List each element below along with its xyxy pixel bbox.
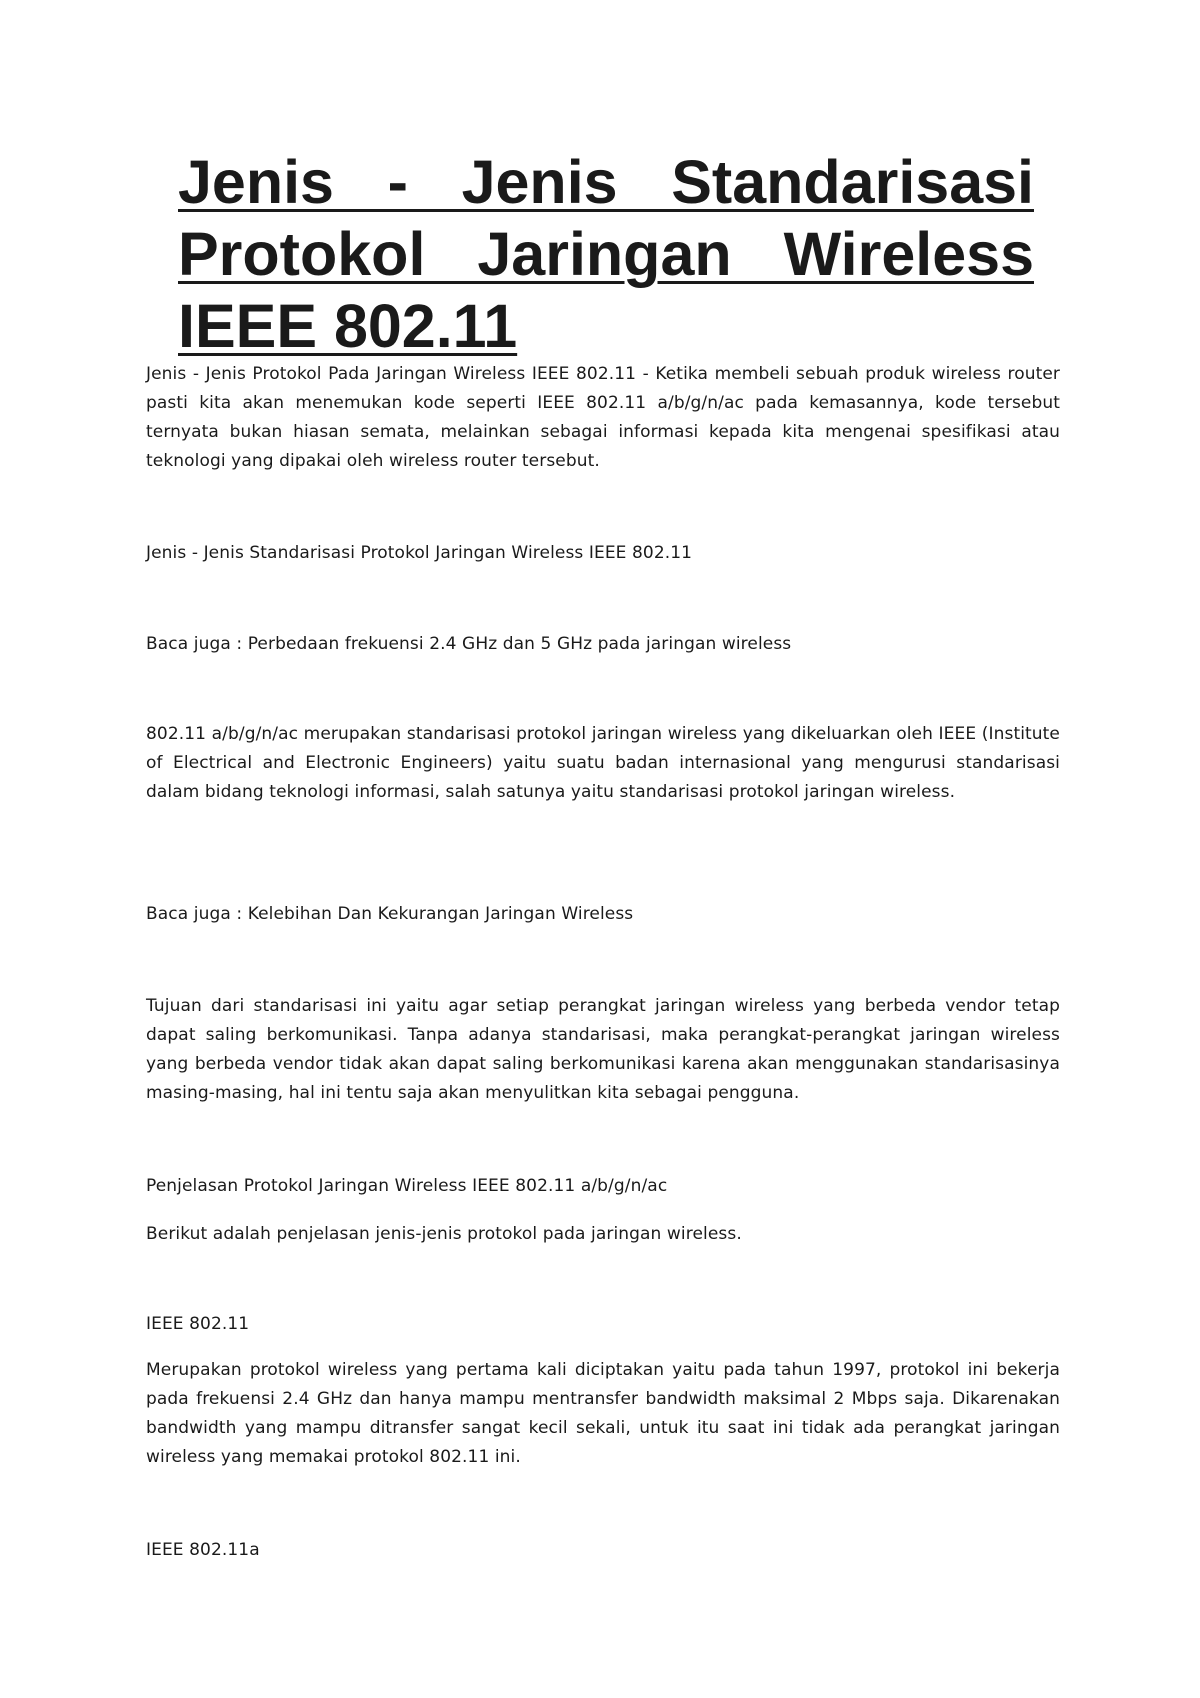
- read-also-frequency: Baca juga : Perbedaan frekuensi 2.4 GHz dan 5 GHz pada jaringan wireless: [146, 634, 792, 654]
- section-heading-standards: Jenis - Jenis Standarisasi Protokol Jaringan Wireless IEEE 802.11: [146, 543, 693, 563]
- intro-paragraph: Jenis - Jenis Protokol Pada Jaringan Wireless IEEE 802.11 - Ketika membeli sebuah produk wireless router pasti kita akan menemukan kode seperti IEEE 802.11 a/b/g/n/ac pada kemasannya, kode tersebut ternyata bukan hiasan semata, melainkan sebagai informasi kepada kita mengenai spesifikasi atau teknologi yang dipakai oleh wireless router tersebut.: [146, 364, 1060, 471]
- ieee-80211a-heading: IEEE 802.11a: [146, 1540, 260, 1560]
- ieee-80211-heading: IEEE 802.11: [146, 1314, 250, 1334]
- ieee-description-paragraph: 802.11 a/b/g/n/ac merupakan standarisasi protokol jaringan wireless yang dikeluarkan oleh IEEE (Institute of Electrical and Electronic Engineers) yaitu suatu badan internasional yang mengurusi standarisasi dalam bidang teknologi informasi, salah satunya yaitu standarisasi protokol jaringan wireless.: [146, 724, 1060, 802]
- ieee-80211-description: Merupakan protokol wireless yang pertama kali diciptakan yaitu pada tahun 1997, protokol ini bekerja pada frekuensi 2.4 GHz dan hanya mampu mentransfer bandwidth maksimal 2 Mbps saja. Dikarenakan bandwidth yang mampu ditransfer sangat kecil sekali, untuk itu saat ini tidak ada perangkat jaringan wireless yang memakai protokol 802.11 ini.: [146, 1360, 1060, 1467]
- read-also-advantages: Baca juga : Kelebihan Dan Kekurangan Jaringan Wireless: [146, 904, 634, 924]
- protocol-list-intro: Berikut adalah penjelasan jenis-jenis protokol pada jaringan wireless.: [146, 1224, 742, 1244]
- document-title: Jenis - Jenis Standarisasi Protokol Jaringan Wireless IEEE 802.11: [178, 148, 1034, 360]
- purpose-paragraph: Tujuan dari standarisasi ini yaitu agar setiap perangkat jaringan wireless yang berbeda vendor tetap dapat saling berkomunikasi. Tanpa adanya standarisasi, maka perangkat-perangkat jaringan wireless yang berbeda vendor tidak akan dapat saling berkomunikasi karena akan menggunakan standarisasinya masing-masing, hal ini tentu saja akan menyulitkan kita sebagai pengguna.: [146, 996, 1060, 1103]
- protocol-explanation-heading: Penjelasan Protokol Jaringan Wireless IEEE 802.11 a/b/g/n/ac: [146, 1176, 668, 1196]
